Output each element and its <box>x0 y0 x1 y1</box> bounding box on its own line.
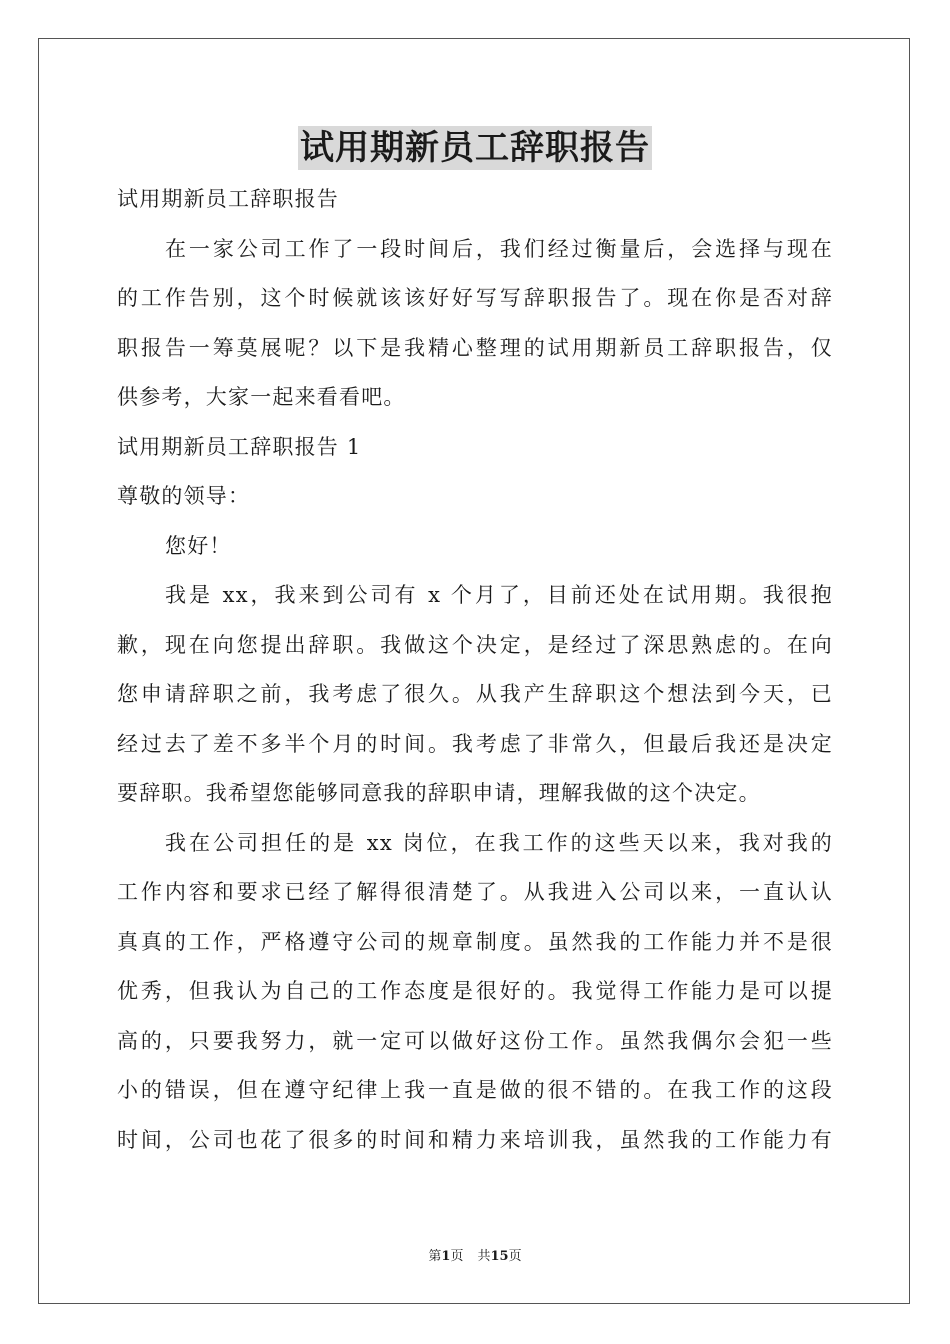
total-suffix: 页 <box>508 1249 522 1264</box>
paragraph-line: 时间，公司也花了很多的时间和精力来培训我，虽然我的工作能力有 <box>117 1127 833 1152</box>
paragraph-line: 的工作告别，这个时候就该该好好写写辞职报告了。现在你是否对辞 <box>117 286 833 310</box>
paragraph-line: 职报告一筹莫展呢？以下是我精心整理的试用期新员工辞职报告，仅 <box>117 335 833 360</box>
paragraph-line: 工作内容和要求已经了解得很清楚了。从我进入公司以来，一直认认 <box>117 880 833 904</box>
paragraph-line: 供参考，大家一起来看看吧。 <box>117 385 406 409</box>
title-container <box>0 126 950 170</box>
page-suffix: 页 <box>450 1249 464 1264</box>
paragraph-line: 真真的工作，严格遵守公司的规章制度。虽然我的工作能力并不是很 <box>117 929 833 954</box>
salutation: 尊敬的领导： <box>117 484 251 508</box>
paragraph-line: 歉，现在向您提出辞职。我做这个决定，是经过了深思熟虑的。在向 <box>117 632 833 657</box>
paragraph-line: 小的错误，但在遵守纪律上我一直是做的很不错的。在我工作的这段 <box>117 1078 833 1102</box>
total-prefix: 共 <box>477 1249 491 1264</box>
document-body <box>117 175 833 1165</box>
paragraph-line: 在一家公司工作了一段时间后，我们经过衡量后，会选择与现在 <box>165 236 833 261</box>
greeting: 您好！ <box>165 533 232 558</box>
paragraph-line: 我在公司担任的是 xx 岗位，在我工作的这些天以来，我对我的 <box>165 830 833 855</box>
paragraph-line: 高的，只要我努力，就一定可以做好这份工作。虽然我偶尔会犯一些 <box>117 1028 833 1053</box>
paragraph-line: 要辞职。我希望您能够同意我的辞职申请，理解我做的这个决定。 <box>117 781 761 805</box>
page-footer <box>0 1248 950 1266</box>
page-number: 1 <box>441 1249 451 1264</box>
document-title: 试用期新员工辞职报告 <box>300 128 650 168</box>
paragraph-line: 我是 xx，我来到公司有 x 个月了，目前还处在试用期。我很抱 <box>165 583 833 607</box>
section-heading: 试用期新员工辞职报告 1 <box>117 434 362 459</box>
paragraph-line: 您申请辞职之前，我考虑了很久。从我产生辞职这个想法到今天，已 <box>117 682 833 706</box>
page-prefix: 第 <box>428 1249 442 1264</box>
subtitle-line: 试用期新员工辞职报告 <box>117 187 339 211</box>
total-pages: 15 <box>490 1249 509 1264</box>
paragraph-line: 优秀，但我认为自己的工作态度是很好的。我觉得工作能力是可以提 <box>117 979 833 1003</box>
paragraph-line: 经过去了差不多半个月的时间。我考虑了非常久，但最后我还是决定 <box>117 731 833 756</box>
